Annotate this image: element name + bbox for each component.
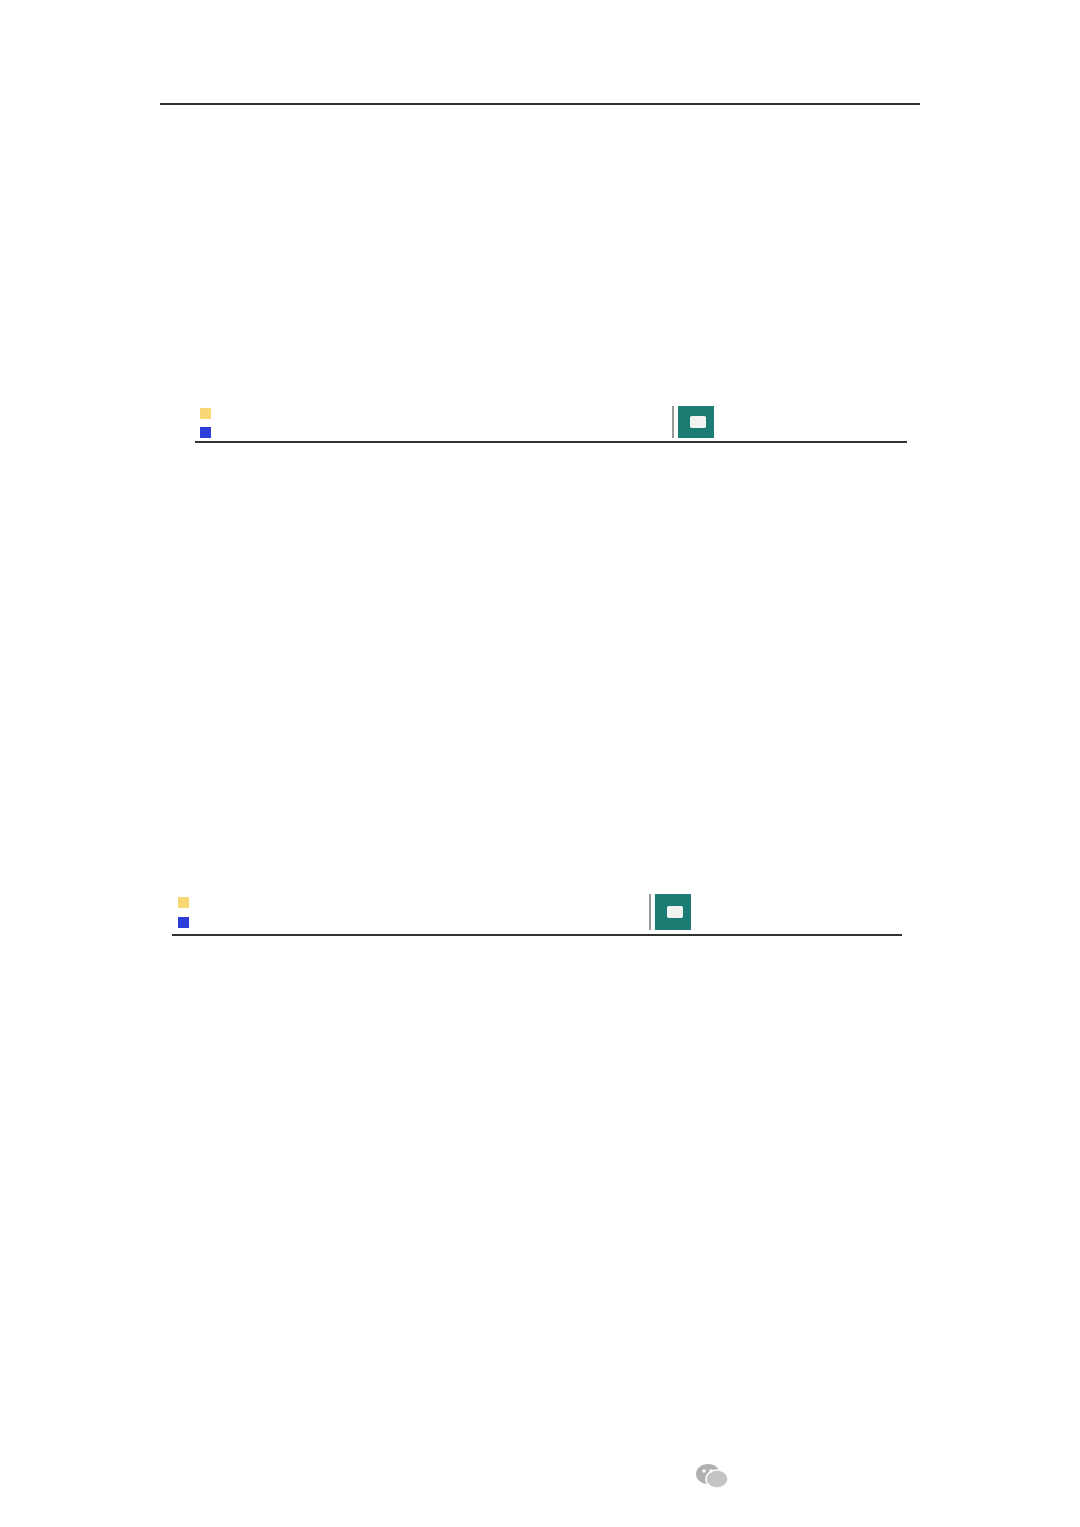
- note-yellow-square: [178, 897, 189, 908]
- brand-divider: [649, 894, 651, 930]
- note-source-row: [178, 917, 197, 928]
- wechat-icon: [695, 1462, 729, 1490]
- figure8-bottom-rule: [172, 934, 902, 936]
- body-paragraph-2: [165, 1347, 920, 1390]
- wechat-footer-watermark: [695, 1462, 739, 1490]
- body-paragraph-1: [165, 1093, 920, 1136]
- zhaopin-brand-logo: [645, 894, 691, 930]
- note-blue-square: [178, 917, 189, 928]
- iesr-ship-icon: [667, 906, 683, 918]
- note-rule-row: [178, 897, 197, 908]
- iesr-logo: [655, 894, 691, 930]
